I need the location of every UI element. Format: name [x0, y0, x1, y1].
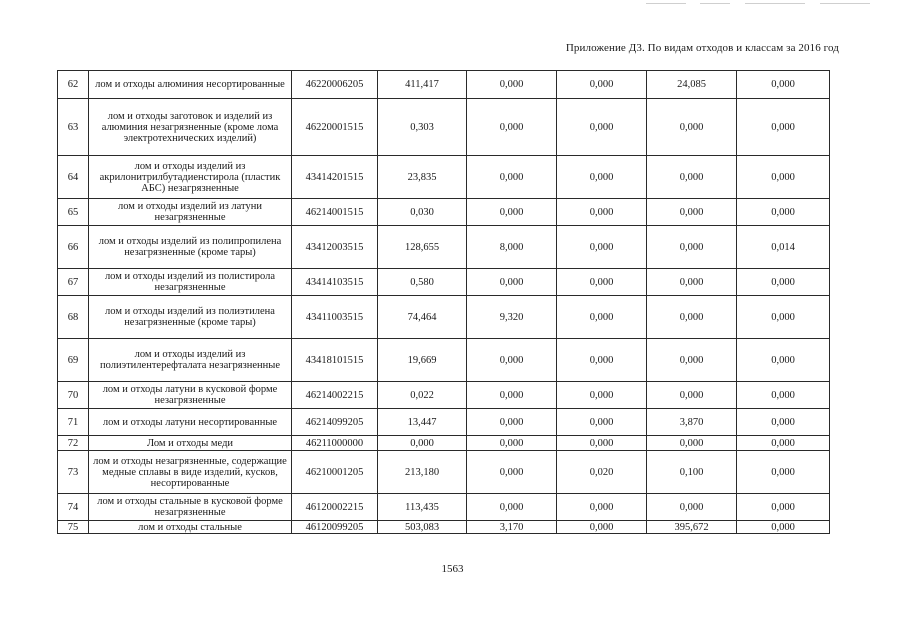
fkko-code: 46214002215 [292, 382, 378, 409]
value-cell: 0,000 [737, 521, 830, 534]
value-cell: 0,000 [467, 71, 557, 99]
value-cell: 0,000 [737, 156, 830, 199]
fkko-code: 43414103515 [292, 269, 378, 296]
fkko-code: 46120002215 [292, 494, 378, 521]
fkko-code: 46120099205 [292, 521, 378, 534]
value-cell: 0,000 [737, 436, 830, 451]
value-cell: 0,000 [647, 156, 737, 199]
fkko-code: 46210001205 [292, 451, 378, 494]
row-number: 62 [58, 71, 89, 99]
waste-name: лом и отходы латуни несортированные [89, 409, 292, 436]
value-cell: 0,000 [557, 99, 647, 156]
value-cell: 0,000 [737, 451, 830, 494]
waste-name: лом и отходы изделий из полиэтилентерефталата незагрязненные [89, 339, 292, 382]
row-number: 65 [58, 199, 89, 226]
value-cell: 0,000 [737, 409, 830, 436]
table-row [58, 71, 830, 99]
value-cell: 0,000 [467, 339, 557, 382]
value-cell: 9,320 [467, 296, 557, 339]
waste-name: лом и отходы незагрязненные, содержащие медные сплавы в виде изделий, кусков, несортированные [89, 451, 292, 494]
waste-name: лом и отходы изделий из латуни незагрязненные [89, 199, 292, 226]
waste-name: Лом и отходы меди [89, 436, 292, 451]
table-row [58, 521, 830, 534]
value-cell: 503,083 [378, 521, 467, 534]
table-row [58, 199, 830, 226]
value-cell: 0,303 [378, 99, 467, 156]
table-row [58, 269, 830, 296]
value-cell: 0,000 [647, 382, 737, 409]
value-cell: 0,000 [378, 436, 467, 451]
value-cell: 0,000 [557, 409, 647, 436]
fkko-code: 43411003515 [292, 296, 378, 339]
scan-artifact [745, 3, 805, 4]
row-number: 70 [58, 382, 89, 409]
fkko-code: 43414201515 [292, 156, 378, 199]
row-number: 75 [58, 521, 89, 534]
value-cell: 0,000 [737, 296, 830, 339]
scan-artifact [820, 3, 870, 4]
value-cell: 0,030 [378, 199, 467, 226]
table-row [58, 436, 830, 451]
scan-artifact [700, 3, 730, 4]
waste-name: лом и отходы алюминия несортированные [89, 71, 292, 99]
table-row [58, 296, 830, 339]
value-cell: 0,000 [647, 494, 737, 521]
value-cell: 0,000 [737, 199, 830, 226]
row-number: 71 [58, 409, 89, 436]
value-cell: 0,000 [557, 199, 647, 226]
scan-artifact [646, 3, 686, 4]
waste-name: лом и отходы изделий из полиэтилена незагрязненные (кроме тары) [89, 296, 292, 339]
value-cell: 0,000 [467, 156, 557, 199]
value-cell: 0,000 [557, 156, 647, 199]
value-cell: 213,180 [378, 451, 467, 494]
fkko-code: 46220001515 [292, 99, 378, 156]
value-cell: 0,000 [737, 269, 830, 296]
table-row [58, 494, 830, 521]
table-row [58, 99, 830, 156]
waste-name: лом и отходы стальные [89, 521, 292, 534]
value-cell: 0,022 [378, 382, 467, 409]
value-cell: 19,669 [378, 339, 467, 382]
value-cell: 0,000 [467, 451, 557, 494]
value-cell: 113,435 [378, 494, 467, 521]
value-cell: 0,000 [467, 269, 557, 296]
table-row [58, 382, 830, 409]
value-cell: 0,000 [467, 382, 557, 409]
table-body [58, 71, 830, 534]
fkko-code: 43412003515 [292, 226, 378, 269]
value-cell: 0,000 [467, 199, 557, 226]
value-cell: 74,464 [378, 296, 467, 339]
value-cell: 0,000 [557, 71, 647, 99]
value-cell: 3,870 [647, 409, 737, 436]
value-cell: 0,000 [467, 409, 557, 436]
value-cell: 13,447 [378, 409, 467, 436]
value-cell: 0,000 [737, 339, 830, 382]
waste-name: лом и отходы заготовок и изделий из алюминия незагрязненные (кроме лома электротехнических изделий) [89, 99, 292, 156]
value-cell: 0,000 [557, 436, 647, 451]
value-cell: 0,000 [557, 226, 647, 269]
value-cell: 0,000 [467, 436, 557, 451]
fkko-code: 43418101515 [292, 339, 378, 382]
fkko-code: 46214001515 [292, 199, 378, 226]
waste-name: лом и отходы латуни в кусковой форме незагрязненные [89, 382, 292, 409]
fkko-code: 46220006205 [292, 71, 378, 99]
value-cell: 0,020 [557, 451, 647, 494]
page-header: Приложение Д3. По видам отходов и классам за 2016 год [565, 42, 839, 54]
value-cell: 0,000 [467, 494, 557, 521]
row-number: 73 [58, 451, 89, 494]
row-number: 67 [58, 269, 89, 296]
waste-table [57, 70, 830, 534]
waste-name: лом и отходы стальные в кусковой форме незагрязненные [89, 494, 292, 521]
value-cell: 0,000 [647, 199, 737, 226]
value-cell: 0,100 [647, 451, 737, 494]
value-cell: 0,000 [737, 71, 830, 99]
value-cell: 0,000 [647, 296, 737, 339]
value-cell: 0,000 [557, 339, 647, 382]
value-cell: 24,085 [647, 71, 737, 99]
value-cell: 0,000 [467, 99, 557, 156]
value-cell: 0,000 [647, 339, 737, 382]
value-cell: 0,000 [647, 269, 737, 296]
value-cell: 0,000 [737, 382, 830, 409]
fkko-code: 46211000000 [292, 436, 378, 451]
value-cell: 0,580 [378, 269, 467, 296]
row-number: 63 [58, 99, 89, 156]
table-row [58, 339, 830, 382]
value-cell: 0,000 [557, 269, 647, 296]
value-cell: 8,000 [467, 226, 557, 269]
value-cell: 0,000 [557, 521, 647, 534]
table-row [58, 409, 830, 436]
value-cell: 0,014 [737, 226, 830, 269]
waste-name: лом и отходы изделий из полистирола незагрязненные [89, 269, 292, 296]
row-number: 69 [58, 339, 89, 382]
value-cell: 23,835 [378, 156, 467, 199]
value-cell: 0,000 [557, 494, 647, 521]
page-number: 1563 [441, 563, 464, 575]
waste-name: лом и отходы изделий из акрилонитрилбутадиенстирола (пластик АБС) незагрязненные [89, 156, 292, 199]
value-cell: 0,000 [557, 296, 647, 339]
value-cell: 3,170 [467, 521, 557, 534]
table-row [58, 451, 830, 494]
value-cell: 0,000 [647, 99, 737, 156]
waste-name: лом и отходы изделий из полипропилена незагрязненные (кроме тары) [89, 226, 292, 269]
fkko-code: 46214099205 [292, 409, 378, 436]
row-number: 72 [58, 436, 89, 451]
row-number: 66 [58, 226, 89, 269]
row-number: 64 [58, 156, 89, 199]
row-number: 74 [58, 494, 89, 521]
value-cell: 0,000 [647, 226, 737, 269]
value-cell: 0,000 [737, 99, 830, 156]
value-cell: 0,000 [557, 382, 647, 409]
row-number: 68 [58, 296, 89, 339]
value-cell: 0,000 [737, 494, 830, 521]
value-cell: 128,655 [378, 226, 467, 269]
value-cell: 395,672 [647, 521, 737, 534]
value-cell: 0,000 [647, 436, 737, 451]
table-row [58, 156, 830, 199]
value-cell: 411,417 [378, 71, 467, 99]
table-row [58, 226, 830, 269]
